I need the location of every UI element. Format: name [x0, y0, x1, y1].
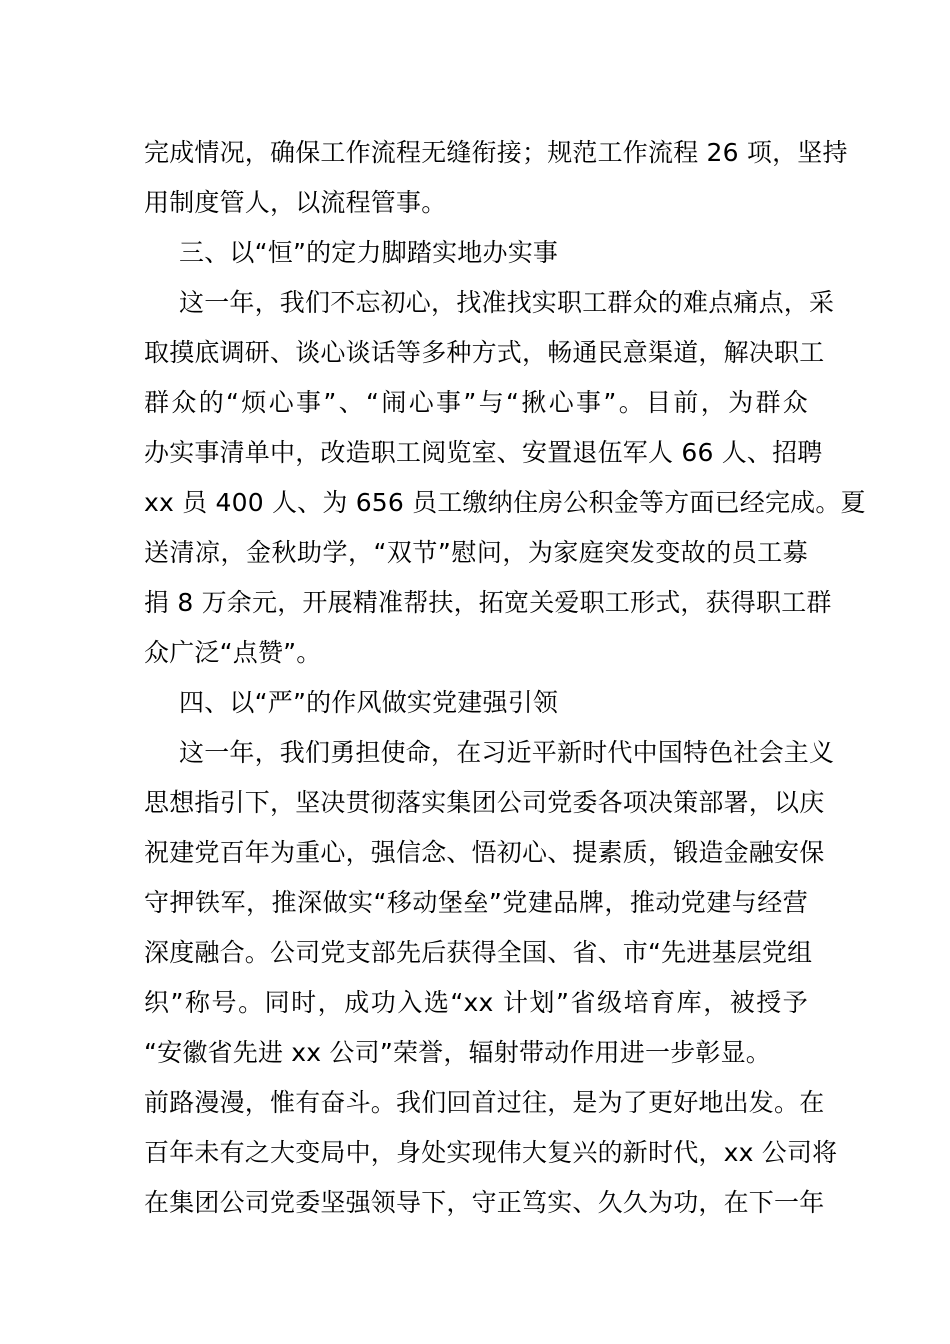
text-line: 深度融合。公司党支部先后获得全国、省、市“先进基层党组	[144, 938, 813, 967]
text-line: 百年未有之大变局中，身处实现伟大复兴的新时代，xx 公司将	[144, 1138, 838, 1167]
text-line: 送清凉，金秋助学，“双节”慰问，为家庭突发变故的员工募	[144, 538, 808, 567]
text-line: 完成情况，确保工作流程无缝衔接；规范工作流程 26 项，坚持	[144, 138, 848, 167]
text-line: 思想指引下，坚决贯彻落实集团公司党委各项决策部署，以庆	[144, 788, 825, 817]
text-line: 办实事清单中，改造职工阅览室、安置退伍军人 66 人、招聘	[144, 438, 823, 467]
section-heading-4: 四、以“严”的作风做实党建强引领	[179, 688, 559, 717]
text-line: 捐 8 万余元，开展精准帮扶，拓宽关爱职工形式，获得职工群	[144, 588, 832, 617]
text-line: 在集团公司党委坚强领导下，守正笃实、久久为功，在下一年	[144, 1188, 825, 1217]
text-line: 前路漫漫，惟有奋斗。我们回首过往，是为了更好地出发。在	[144, 1088, 825, 1117]
text-line: 群众的“烦心事”、“闹心事”与“揪心事”。目前，为群众	[144, 388, 808, 417]
document-body	[144, 128, 866, 1228]
text-line: 取摸底调研、谈心谈话等多种方式，畅通民意渠道，解决职工	[144, 338, 825, 367]
text-line: “安徽省先进 xx 公司”荣誉，辐射带动作用进一步彰显。	[144, 1038, 771, 1067]
text-line: 织”称号。同时，成功入选“xx 计划”省级培育库，被授予	[144, 988, 808, 1017]
text-line: 祝建党百年为重心，强信念、悟初心、提素质，锻造金融安保	[144, 838, 825, 867]
text-line: 这一年，我们不忘初心，找准找实职工群众的难点痛点，采	[179, 288, 835, 317]
section-heading-3: 三、以“恒”的定力脚踏实地办实事	[179, 238, 559, 267]
text-line: 用制度管人，以流程管事。	[144, 188, 447, 217]
text-line: 守押铁军，推深做实“移动堡垒”党建品牌，推动党建与经营	[144, 888, 808, 917]
text-line: xx 员 400 人、为 656 员工缴纳住房公积金等方面已经完成。夏	[144, 488, 866, 517]
text-line: 这一年，我们勇担使命，在习近平新时代中国特色社会主义	[179, 738, 835, 767]
text-line: 众广泛“点赞”。	[144, 638, 322, 667]
